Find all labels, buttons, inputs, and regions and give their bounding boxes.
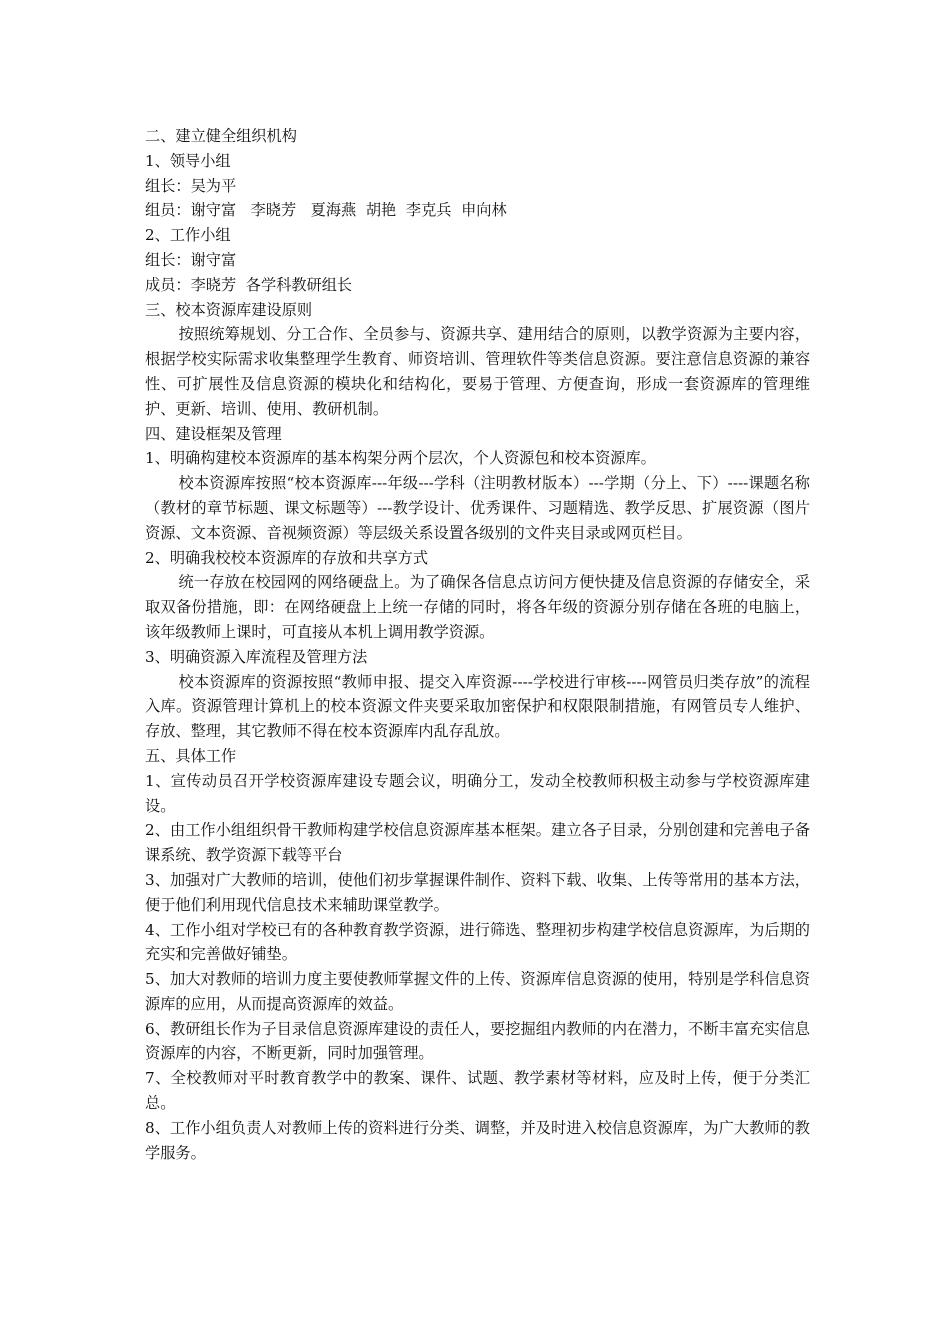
subheading-working-group: 2、工作小组 [145,226,231,245]
framework-item-1-title: 1、明确构建校本资源库的基本构架分两个层次，个人资源包和校本资源库。 [145,449,656,468]
section-heading-2: 二、建立健全组织机构 [145,127,297,145]
section-heading-3: 三、校本资源库建设原则 [145,300,313,319]
framework-item-2-body: 统一存放在校园网的网络硬盘上。为了确保各信息点访问方便快捷及信息资源的存储安全，采取双备份措施，即：在网络硬盘上上统一存储的同时，将各年级的资源分别存储在各班的电脑上，该年级教师上课时，可直接从本机上调用教学资源。 [145,573,810,641]
subheading-leadership-group: 1、领导小组 [145,151,231,170]
work-item: 2、由工作小组组织骨干教师构建学校信息资源库基本框架。建立各子目录，分别创建和完善电子备课系统、教学资源下载等平台 [145,821,810,865]
section-heading-4: 四、建设框架及管理 [145,424,282,443]
framework-item-3-title: 3、明确资源入库流程及管理方法 [145,647,368,666]
document-page [145,124,810,1165]
work-item: 4、工作小组对学校已有的各种教育教学资源，进行筛选、整理初步构建学校信息资源库，为后期的充实和完善做好铺垫。 [145,920,810,964]
framework-item-2-title: 2、明确我校校本资源库的存放和共享方式 [145,548,429,567]
work-item: 8、工作小组负责人对教师上传的资料进行分类、调整，并及时进入校信息资源库，为广大教师的教学服务。 [145,1118,810,1162]
leader-line: 组长：吴为平 [145,176,237,195]
working-leader-line: 组长：谢守富 [145,250,237,269]
work-item: 5、加大对教师的培训力度主要使教师掌握文件的上传、资源库信息资源的使用，特别是学科信息资源库的应用，从而提高资源库的效益。 [145,970,810,1013]
section-heading-5: 五、具体工作 [145,746,237,765]
work-item: 3、加强对广大教师的培训，使他们初步掌握课件制作、资料下载、收集、上传等常用的基本方法，便于他们利用现代信息技术来辅助课堂教学。 [145,870,810,914]
working-members-line: 成员：李晓芳 各学科教研组长 [145,275,353,294]
work-item: 7、全校教师对平时教育教学中的教案、课件、试题、教学素材等材料，应及时上传，便于分类汇总。 [145,1069,810,1113]
work-item: 1、宣传动员召开学校资源库建设专题会议，明确分工，发动全校教师积极主动参与学校资源库建设。 [145,771,810,815]
framework-item-3-body: 校本资源库的资源按照“教师申报、提交入库资源----学校进行审核----网管员归类存放”的流程入库。资源管理计算机上的校本资源文件夹要采取加密保护和权限限制措施，有网管员专人维护、存放、整理，其它教师不得在校本资源库内乱存乱放。 [145,672,810,741]
members-line: 组员：谢守富 李晓芳 夏海燕 胡艳 李克兵 申向林 [145,201,507,220]
framework-item-1-body: 校本资源库按照“校本资源库---年级---学科（注明教材版本）---学期（分上、下）----课题名称（教材的章节标题、课文标题等）---教学设计、优秀课件、习题精选、教学反思、扩展资源（图片资源、文本资源、音视频资源）等层级关系设置各级别的文件夹目录或网页栏目。 [145,474,810,542]
principles-paragraph: 按照统筹规划、分工合作、全员参与、资源共享、建用结合的原则，以教学资源为主要内容，根据学校实际需求收集整理学生教育、师资培训、管理软件等类信息资源。要注意信息资源的兼容性、可扩展性及信息资源的模块化和结构化，要易于管理、方便查询，形成一套资源库的管理维护、更新、培训、使用、教研机制。 [145,325,810,418]
work-item: 6、教研组长作为子目录信息资源库建设的责任人，要挖掘组内教师的内在潜力，不断丰富充实信息资源库的内容，不断更新，同时加强管理。 [145,1019,810,1063]
